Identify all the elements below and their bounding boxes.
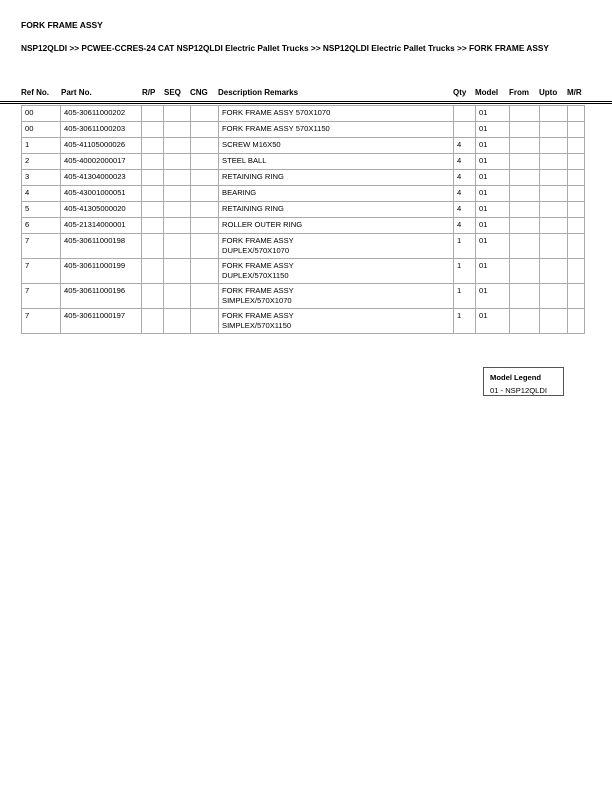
part-no-cell-text: 405-30611000202 (64, 108, 126, 117)
description-cell-text: FORK FRAME ASSY 570X1150 (222, 124, 330, 133)
qty-cell-text: 1 (457, 261, 462, 270)
upto-cell (540, 234, 568, 259)
cng-cell (191, 122, 219, 138)
mr-cell (568, 154, 585, 170)
upto-cell (540, 309, 568, 334)
col-rp: R/P (142, 88, 156, 97)
seq-cell (164, 186, 191, 202)
ref-cell-text: 7 (25, 311, 30, 320)
part-no-cell-text: 405-40002000017 (64, 156, 126, 165)
page-title: FORK FRAME ASSY (21, 20, 103, 30)
mr-cell (568, 284, 585, 309)
description-cell-text: SCREW M16X50 (222, 140, 281, 149)
description-cell-text: STEEL BALL (222, 156, 267, 165)
from-cell (510, 202, 540, 218)
model-cell (476, 106, 510, 122)
model-cell (476, 202, 510, 218)
from-cell (510, 170, 540, 186)
ref-cell (22, 154, 61, 170)
seq-cell (164, 154, 191, 170)
cng-cell (191, 234, 219, 259)
parts-table (21, 105, 585, 334)
qty-cell-text: 4 (457, 140, 462, 149)
description-cell (219, 186, 454, 202)
breadcrumb: NSP12QLDI >> PCWEE-CCRES-24 CAT NSP12QLDI Electric Pallet Trucks >> NSP12QLDI Electric Pallet Trucks >> FORK FRAME ASSY (21, 43, 549, 53)
from-cell (510, 234, 540, 259)
mr-cell (568, 218, 585, 234)
qty-cell (454, 284, 476, 309)
model-cell-text: 01 (479, 156, 488, 165)
part-no-cell (61, 284, 142, 309)
qty-cell-text: 4 (457, 188, 462, 197)
ref-cell-text: 3 (25, 172, 30, 181)
part-no-cell-text: 405-41105000026 (64, 140, 126, 149)
qty-cell (454, 154, 476, 170)
ref-cell-text: 2 (25, 156, 30, 165)
description-line2: SIMPLEX/570X1150 (222, 321, 292, 330)
ref-cell-text: 5 (25, 204, 30, 213)
cng-cell (191, 284, 219, 309)
model-cell (476, 154, 510, 170)
table-row (22, 284, 585, 309)
seq-cell (164, 309, 191, 334)
qty-cell-text: 1 (457, 311, 462, 320)
description-cell (219, 106, 454, 122)
seq-cell (164, 106, 191, 122)
col-part: Part No. (61, 88, 92, 97)
qty-cell (454, 170, 476, 186)
col-cng: CNG (190, 88, 208, 97)
ref-cell (22, 170, 61, 186)
from-cell (510, 186, 540, 202)
description-cell (219, 234, 454, 259)
model-cell-text: 01 (479, 220, 488, 229)
table-row (22, 259, 585, 284)
model-cell-text: 01 (479, 124, 488, 133)
rp-cell (142, 284, 164, 309)
upto-cell (540, 284, 568, 309)
upto-cell (540, 170, 568, 186)
part-no-cell-text: 405-30611000198 (64, 236, 126, 245)
qty-cell-text: 4 (457, 156, 462, 165)
col-qty: Qty (453, 88, 467, 97)
qty-cell-text: 1 (457, 236, 462, 245)
col-from: From (509, 88, 529, 97)
model-cell (476, 186, 510, 202)
description-line2: SIMPLEX/570X1070 (222, 296, 292, 305)
mr-cell (568, 138, 585, 154)
model-cell-text: 01 (479, 261, 488, 270)
cng-cell (191, 154, 219, 170)
upto-cell (540, 186, 568, 202)
col-mr: M/R (567, 88, 582, 97)
col-seq: SEQ (164, 88, 181, 97)
rp-cell (142, 234, 164, 259)
model-cell-text: 01 (479, 188, 488, 197)
header-divider (0, 101, 612, 104)
qty-cell (454, 309, 476, 334)
model-cell-text: 01 (479, 286, 488, 295)
qty-cell-text: 4 (457, 172, 462, 181)
cng-cell (191, 218, 219, 234)
rp-cell (142, 106, 164, 122)
col-ref: Ref No. (21, 88, 49, 97)
upto-cell (540, 106, 568, 122)
qty-cell (454, 218, 476, 234)
description-cell-text: BEARING (222, 188, 257, 197)
ref-cell (22, 309, 61, 334)
qty-cell (454, 234, 476, 259)
table-row (22, 218, 585, 234)
from-cell (510, 309, 540, 334)
rp-cell (142, 122, 164, 138)
part-no-cell (61, 138, 142, 154)
rp-cell (142, 170, 164, 186)
part-no-cell (61, 202, 142, 218)
legend-title: Model Legend (490, 373, 542, 382)
upto-cell (540, 218, 568, 234)
part-no-cell-text: 405-43001000051 (64, 188, 126, 197)
model-cell (476, 218, 510, 234)
mr-cell (568, 234, 585, 259)
upto-cell (540, 202, 568, 218)
ref-cell-text: 7 (25, 261, 30, 270)
part-no-cell (61, 106, 142, 122)
upto-cell (540, 122, 568, 138)
description-cell-text: ROLLER OUTER RING (222, 220, 303, 229)
model-cell-text: 01 (479, 236, 488, 245)
ref-cell (22, 122, 61, 138)
seq-cell (164, 202, 191, 218)
ref-cell (22, 284, 61, 309)
rp-cell (142, 259, 164, 284)
part-no-cell (61, 122, 142, 138)
ref-cell (22, 234, 61, 259)
rp-cell (142, 309, 164, 334)
description-cell-text: RETAINING RING (222, 172, 284, 181)
ref-cell (22, 106, 61, 122)
description-cell (219, 122, 454, 138)
model-cell (476, 259, 510, 284)
seq-cell (164, 218, 191, 234)
ref-cell-text: 00 (25, 124, 34, 133)
mr-cell (568, 170, 585, 186)
seq-cell (164, 138, 191, 154)
cng-cell (191, 170, 219, 186)
seq-cell (164, 284, 191, 309)
part-no-cell-text: 405-30611000203 (64, 124, 126, 133)
mr-cell (568, 122, 585, 138)
description-cell-text: FORK FRAME ASSY (222, 261, 294, 270)
ref-cell (22, 259, 61, 284)
seq-cell (164, 122, 191, 138)
part-no-cell-text: 405-30611000196 (64, 286, 126, 295)
qty-cell-text: 1 (457, 286, 462, 295)
description-cell (219, 202, 454, 218)
upto-cell (540, 259, 568, 284)
description-cell-text: FORK FRAME ASSY (222, 286, 294, 295)
model-cell (476, 170, 510, 186)
qty-cell-text: 4 (457, 204, 462, 213)
cng-cell (191, 138, 219, 154)
cng-cell (191, 309, 219, 334)
description-cell-text: FORK FRAME ASSY 570X1070 (222, 108, 331, 117)
description-cell (219, 218, 454, 234)
legend-entry: 01 - NSP12QLDI (490, 386, 547, 395)
model-cell (476, 234, 510, 259)
from-cell (510, 122, 540, 138)
model-cell (476, 138, 510, 154)
table-row (22, 202, 585, 218)
table-row (22, 309, 585, 334)
description-line2: DUPLEX/570X1150 (222, 271, 289, 280)
ref-cell-text: 6 (25, 220, 30, 229)
cng-cell (191, 186, 219, 202)
upto-cell (540, 154, 568, 170)
part-no-cell (61, 218, 142, 234)
model-cell-text: 01 (479, 140, 488, 149)
qty-cell (454, 259, 476, 284)
seq-cell (164, 234, 191, 259)
table-row (22, 170, 585, 186)
description-cell-text: FORK FRAME ASSY (222, 311, 294, 320)
from-cell (510, 218, 540, 234)
ref-cell (22, 218, 61, 234)
ref-cell (22, 186, 61, 202)
model-cell (476, 309, 510, 334)
table-header (0, 88, 612, 100)
from-cell (510, 284, 540, 309)
model-cell-text: 01 (479, 108, 488, 117)
model-cell-text: 01 (479, 204, 488, 213)
from-cell (510, 259, 540, 284)
part-no-cell (61, 154, 142, 170)
model-cell-text: 01 (479, 311, 488, 320)
qty-cell (454, 138, 476, 154)
model-cell (476, 284, 510, 309)
table-row (22, 186, 585, 202)
model-cell-text: 01 (479, 172, 488, 181)
rp-cell (142, 154, 164, 170)
part-no-cell (61, 186, 142, 202)
part-no-cell-text: 405-41305000020 (64, 204, 126, 213)
description-cell-text: RETAINING RING (222, 204, 284, 213)
ref-cell-text: 7 (25, 286, 30, 295)
mr-cell (568, 106, 585, 122)
cng-cell (191, 202, 219, 218)
upto-cell (540, 138, 568, 154)
part-no-cell (61, 309, 142, 334)
table-row (22, 154, 585, 170)
ref-cell-text: 00 (25, 108, 34, 117)
col-model: Model (475, 88, 499, 97)
mr-cell (568, 309, 585, 334)
mr-cell (568, 259, 585, 284)
table-row (22, 106, 585, 122)
description-cell (219, 138, 454, 154)
from-cell (510, 106, 540, 122)
ref-cell-text: 1 (25, 140, 30, 149)
col-desc: Description Remarks (218, 88, 299, 97)
description-cell-text: FORK FRAME ASSY (222, 236, 294, 245)
qty-cell (454, 186, 476, 202)
from-cell (510, 154, 540, 170)
ref-cell (22, 138, 61, 154)
rp-cell (142, 138, 164, 154)
description-cell (219, 259, 454, 284)
mr-cell (568, 186, 585, 202)
seq-cell (164, 170, 191, 186)
from-cell (510, 138, 540, 154)
cng-cell (191, 106, 219, 122)
qty-cell-text: 4 (457, 220, 462, 229)
ref-cell-text: 7 (25, 236, 30, 245)
table-row (22, 234, 585, 259)
qty-cell (454, 122, 476, 138)
cng-cell (191, 259, 219, 284)
part-no-cell-text: 405-30611000197 (64, 311, 126, 320)
qty-cell (454, 106, 476, 122)
qty-cell (454, 202, 476, 218)
description-line2: DUPLEX/570X1070 (222, 246, 290, 255)
description-cell (219, 170, 454, 186)
description-cell (219, 284, 454, 309)
col-upto: Upto (539, 88, 558, 97)
seq-cell (164, 259, 191, 284)
ref-cell (22, 202, 61, 218)
rp-cell (142, 218, 164, 234)
part-no-cell-text: 405-41304000023 (64, 172, 126, 181)
part-no-cell-text: 405-21314000001 (64, 220, 126, 229)
part-no-cell (61, 170, 142, 186)
table-row (22, 138, 585, 154)
description-cell (219, 309, 454, 334)
ref-cell-text: 4 (25, 188, 30, 197)
model-cell (476, 122, 510, 138)
rp-cell (142, 186, 164, 202)
table-row (22, 122, 585, 138)
rp-cell (142, 202, 164, 218)
part-no-cell (61, 234, 142, 259)
mr-cell (568, 202, 585, 218)
description-cell (219, 154, 454, 170)
part-no-cell-text: 405-30611000199 (64, 261, 126, 270)
model-legend (483, 367, 564, 396)
part-no-cell (61, 259, 142, 284)
